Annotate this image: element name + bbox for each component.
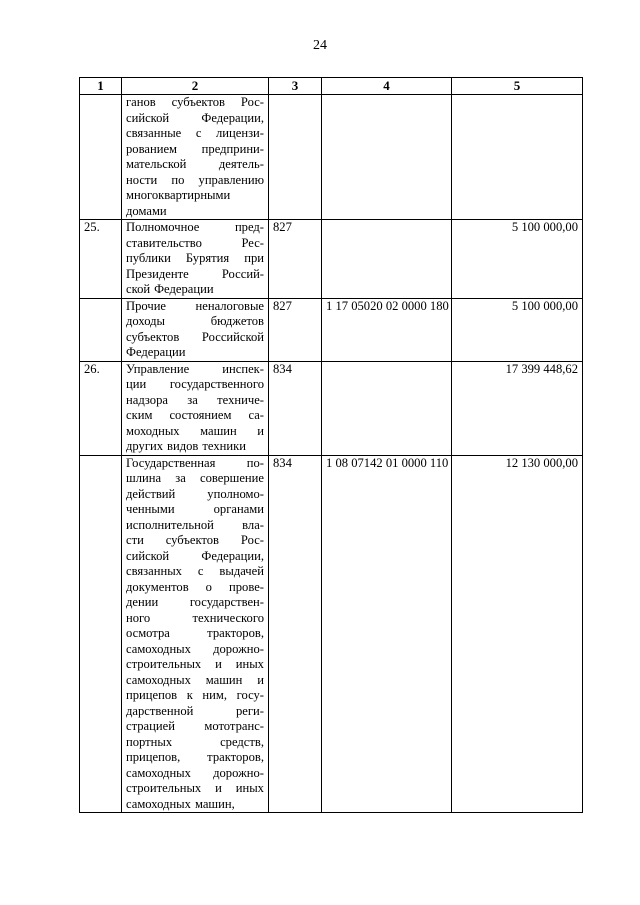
description-line: документов о прове- xyxy=(126,579,264,594)
row-number xyxy=(80,298,122,361)
table-row xyxy=(80,361,583,455)
description-line: Полномочное пред- xyxy=(126,220,264,234)
budget-table xyxy=(79,77,583,813)
row-amount: 5 100 000,00 xyxy=(452,298,583,361)
row-description xyxy=(122,361,269,455)
description-line: исполнительной вла- xyxy=(126,517,264,532)
row-amount: 17 399 448,62 xyxy=(452,361,583,455)
header-col-2: 2 xyxy=(122,78,269,95)
row-number: 25. xyxy=(80,220,122,299)
row-budget-code: 1 08 07142 01 0000 110 xyxy=(322,455,452,813)
description-line: связанные с лицензи- xyxy=(126,126,264,140)
description-line: самоходных машин, xyxy=(126,796,235,811)
row-description xyxy=(122,220,269,299)
description-line: субъектов Российской xyxy=(126,329,264,344)
description-line: осмотра тракторов, xyxy=(126,626,264,640)
table-row xyxy=(80,298,583,361)
description-line: публики Бурятия при xyxy=(126,251,264,265)
row-admin-code: 827 xyxy=(269,298,322,361)
table-header-row xyxy=(80,78,583,95)
header-col-4: 4 xyxy=(322,78,452,95)
description-line: самоходных машин и xyxy=(126,672,264,687)
description-line: ченными органами xyxy=(126,502,264,516)
row-budget-code xyxy=(322,95,452,220)
description-line: строительных и иных xyxy=(126,781,264,795)
description-line: ской Федерации xyxy=(126,282,214,296)
header-col-3: 3 xyxy=(269,78,322,95)
description-line: ганов субъектов Рос- xyxy=(126,95,264,109)
header-col-5: 5 xyxy=(452,78,583,95)
row-admin-code xyxy=(269,95,322,220)
row-budget-code xyxy=(322,220,452,299)
description-line: Управление инспек- xyxy=(126,361,264,376)
description-line: рованием предприни- xyxy=(126,141,264,156)
description-line: моходных машин и xyxy=(126,423,264,438)
description-line: самоходных дорожно- xyxy=(126,765,264,780)
description-line: многоквартирными xyxy=(126,188,231,202)
description-line: Государственная по- xyxy=(126,455,264,470)
description-line: действий уполномо- xyxy=(126,486,264,501)
table-row xyxy=(80,95,583,220)
row-admin-code: 834 xyxy=(269,455,322,813)
description-line: прицепов, тракторов, xyxy=(126,750,264,764)
row-admin-code: 834 xyxy=(269,361,322,455)
description-line: ским состоянием са- xyxy=(126,408,264,422)
description-line: самоходных дорожно- xyxy=(126,641,264,656)
description-line: ности по управлению xyxy=(126,172,264,187)
description-line: мательской деятель- xyxy=(126,157,264,171)
row-number: 26. xyxy=(80,361,122,455)
description-line: Федерации xyxy=(126,345,186,359)
row-number xyxy=(80,455,122,813)
description-line: сийской Федерации, xyxy=(126,548,264,563)
description-line: связанных с выдачей xyxy=(126,564,264,578)
description-line: портных средств, xyxy=(126,734,264,749)
description-line: ции государственного xyxy=(126,377,264,391)
row-number xyxy=(80,95,122,220)
table-row xyxy=(80,455,583,813)
description-line: страцией мототранс- xyxy=(126,719,264,733)
row-admin-code: 827 xyxy=(269,220,322,299)
row-description xyxy=(122,455,269,813)
description-line: дении государствен- xyxy=(126,595,264,609)
description-line: доходы бюджетов xyxy=(126,314,264,328)
description-line: Прочие неналоговые xyxy=(126,298,264,313)
description-line: дарственной реги- xyxy=(126,703,264,718)
page-number: 24 xyxy=(313,38,327,53)
description-line: сийской Федерации, xyxy=(126,110,264,125)
description-line: ного технического xyxy=(126,610,264,625)
description-line: ставительство Рес- xyxy=(126,235,264,250)
description-line: других видов техники xyxy=(126,439,246,453)
row-budget-code xyxy=(322,361,452,455)
description-line: строительных и иных xyxy=(126,657,264,671)
description-line: домами xyxy=(126,203,167,218)
row-description xyxy=(122,298,269,361)
table-row xyxy=(80,220,583,299)
description-line: прицепов к ним, госу- xyxy=(126,688,264,702)
description-line: надзора за техниче- xyxy=(126,392,264,407)
header-col-1: 1 xyxy=(80,78,122,95)
description-line: Президенте Россий- xyxy=(126,266,264,281)
row-description xyxy=(122,95,269,220)
row-budget-code: 1 17 05020 02 0000 180 xyxy=(322,298,452,361)
row-amount xyxy=(452,95,583,220)
row-amount: 5 100 000,00 xyxy=(452,220,583,299)
row-amount: 12 130 000,00 xyxy=(452,455,583,813)
description-line: сти субъектов Рос- xyxy=(126,533,264,547)
description-line: шлина за совершение xyxy=(126,471,264,485)
table-body xyxy=(80,95,583,813)
